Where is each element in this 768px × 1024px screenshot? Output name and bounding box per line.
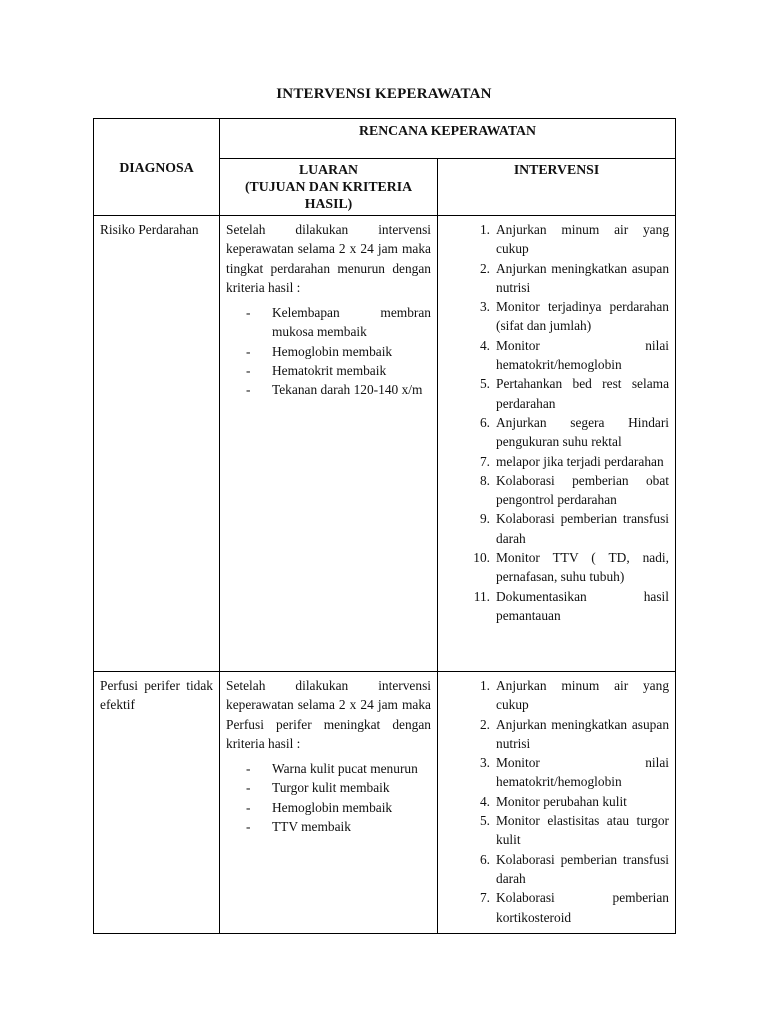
list-item: 4. Monitor nilai hematokrit/hemoglobin bbox=[479, 337, 670, 373]
diagnosa-text: Perfusi perifer tidak efektif bbox=[100, 678, 213, 713]
intervensi-cell bbox=[438, 672, 676, 934]
list-item: 5. Pertahankan bed rest selama perdarahan bbox=[479, 376, 670, 411]
list-item: 7. melapor jika terjadi perdarahan bbox=[479, 453, 664, 469]
header-luaran bbox=[220, 159, 438, 216]
header-intervensi: INTERVENSI bbox=[438, 159, 676, 216]
list-item: - Hemoglobin membaik bbox=[246, 343, 393, 359]
list-item: - Hemoglobin membaik bbox=[246, 799, 393, 815]
list-item: 11. Dokumentasikan hasil pemantauan bbox=[473, 588, 670, 623]
list-item: 2. Anjurkan meningkatkan asupan nutrisi bbox=[479, 260, 670, 295]
intervention-list bbox=[444, 676, 669, 927]
nursing-intervention-table bbox=[93, 118, 676, 934]
header-diagnosa: DIAGNOSA bbox=[94, 119, 220, 216]
table-row bbox=[94, 672, 676, 934]
luaran-cell bbox=[220, 216, 438, 672]
list-item: - TTV membaik bbox=[246, 819, 351, 835]
list-item: 3. Monitor nilai hematokrit/hemoglobin bbox=[479, 755, 670, 790]
list-item: 6. Anjurkan segera Hindari pengukuran suhu rektal bbox=[479, 414, 670, 450]
luaran-cell bbox=[220, 672, 438, 934]
criteria-list bbox=[226, 759, 431, 836]
list-item: 1. Anjurkan minum air yang cukup bbox=[479, 222, 670, 257]
diagnosa-cell bbox=[94, 216, 220, 672]
list-item: 4. Monitor perubahan kulit bbox=[479, 793, 627, 809]
list-item: 6. Kolaborasi pemberian transfusi darah bbox=[479, 851, 670, 886]
list-item: - Kelembapan membran mukosa membaik bbox=[246, 305, 431, 340]
header-row-1 bbox=[94, 119, 676, 159]
list-item: 8. Kolaborasi pemberian obat pengontrol perdarahan bbox=[479, 472, 670, 508]
list-item: 9. Kolaborasi pemberian transfusi darah bbox=[479, 511, 670, 546]
luaran-intro: Setelah dilakukan intervensi keperawatan selama 2 x 24 jam maka tingkat perdarahan menurun dengan kriteria hasil : bbox=[226, 222, 431, 295]
luaran-intro: Setelah dilakukan intervensi keperawatan selama 2 x 24 jam maka Perfusi perifer meningkat dengan kriteria hasil : bbox=[226, 678, 431, 751]
table-row bbox=[94, 216, 676, 672]
intervensi-cell bbox=[438, 216, 676, 672]
header-luaran-line1: LUARAN bbox=[298, 162, 359, 177]
diagnosa-text: Risiko Perdarahan bbox=[100, 222, 199, 237]
list-item: 5. Monitor elastisitas atau turgor kulit bbox=[479, 813, 670, 848]
list-item: - Warna kulit pucat menurun bbox=[246, 761, 418, 777]
list-item: 1. Anjurkan minum air yang cukup bbox=[479, 678, 670, 713]
criteria-list bbox=[226, 303, 431, 399]
intervention-list bbox=[444, 220, 669, 625]
list-item: - Turgor kulit membaik bbox=[246, 780, 390, 796]
header-rencana: RENCANA KEPERAWATAN bbox=[220, 119, 676, 159]
list-item: 10. Monitor TTV ( TD, nadi, pernafasan, suhu tubuh) bbox=[473, 550, 670, 585]
list-item: - Hematokrit membaik bbox=[246, 363, 387, 379]
header-luaran-line2: (TUJUAN DAN KRITERIA HASIL) bbox=[244, 179, 413, 211]
list-item: - Tekanan darah 120-140 x/m bbox=[246, 382, 423, 398]
list-item: 2. Anjurkan meningkatkan asupan nutrisi bbox=[479, 716, 670, 751]
page-title: INTERVENSI KEPERAWATAN bbox=[276, 86, 492, 102]
list-item: 3. Monitor terjadinya perdarahan (sifat dan jumlah) bbox=[479, 299, 670, 334]
diagnosa-cell bbox=[94, 672, 220, 934]
list-item: 7. Kolaborasi pemberian kortikosteroid bbox=[479, 890, 670, 925]
